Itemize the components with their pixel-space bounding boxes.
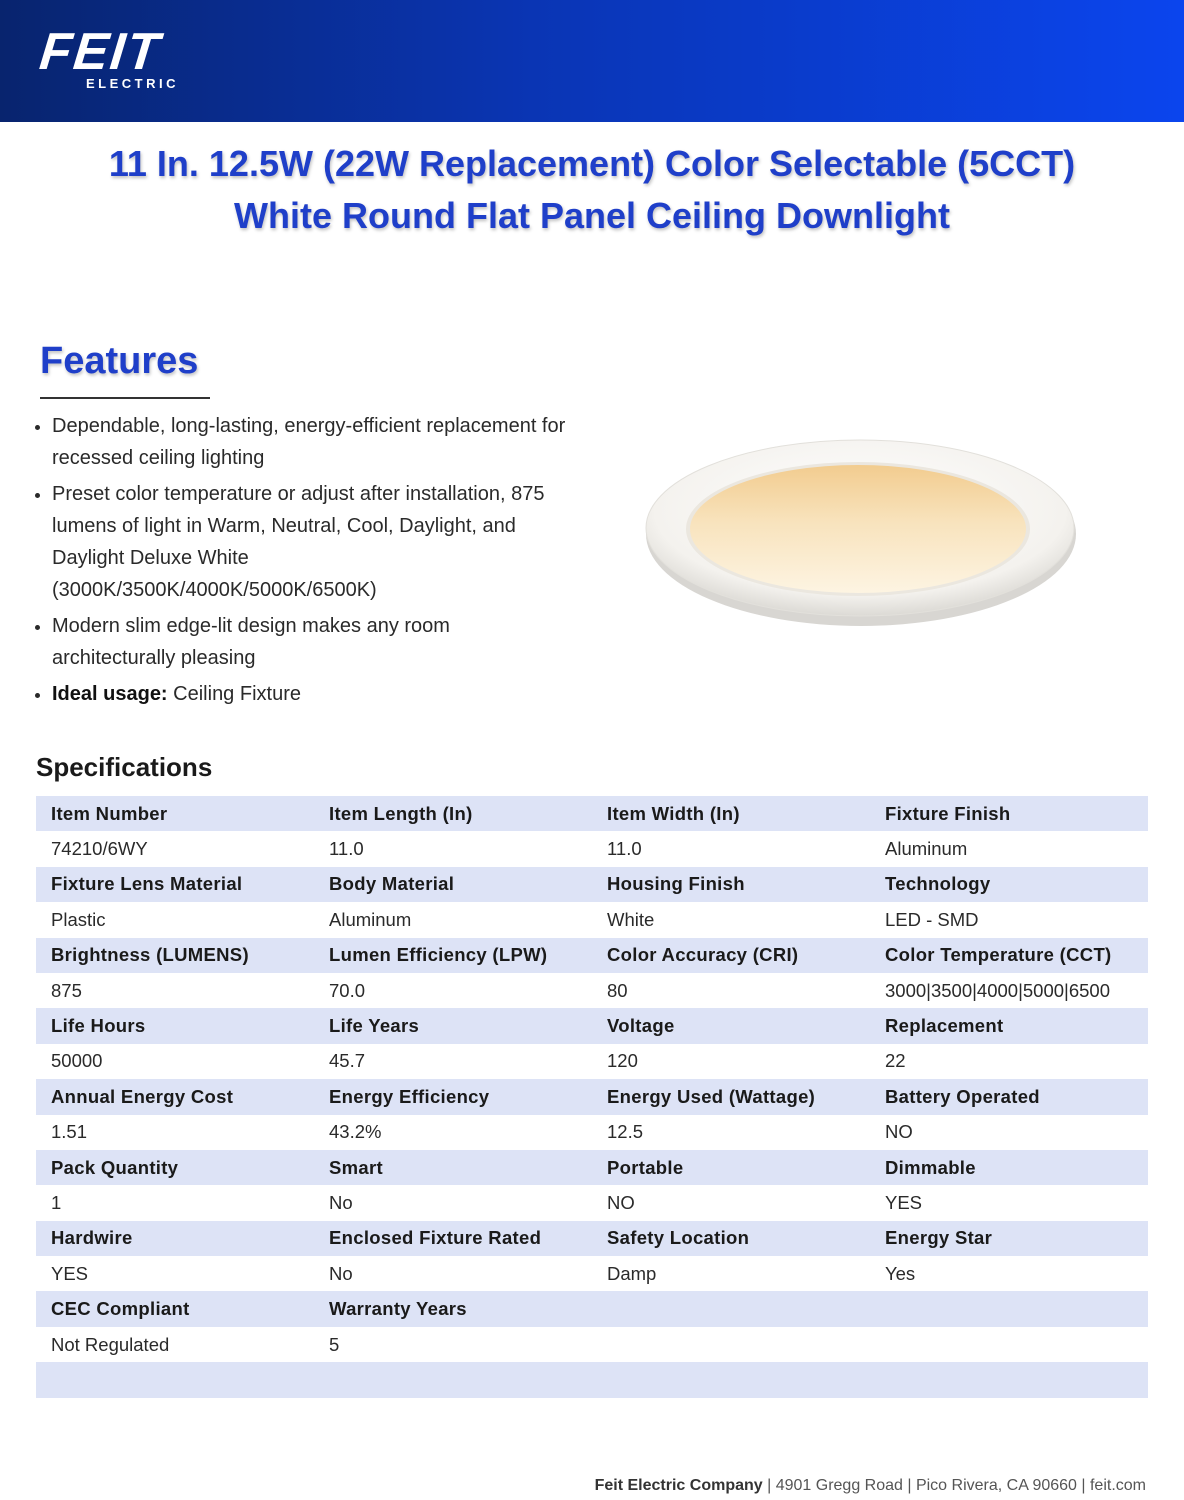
spec-label: Item Length (In) [314, 796, 592, 831]
spec-value: NO [592, 1185, 870, 1220]
spec-value: 12.5 [592, 1115, 870, 1150]
round-flat-panel-downlight-image [636, 428, 1084, 634]
spec-value [592, 1327, 870, 1362]
features-underline [40, 397, 210, 399]
feature-text: Ceiling Fixture [167, 683, 301, 705]
spec-label: Warranty Years [314, 1291, 592, 1326]
spec-value-row [36, 902, 1148, 937]
spec-value: NO [870, 1115, 1148, 1150]
footer-address: | 4901 Gregg Road | Pico Rivera, CA 90660 | [762, 1477, 1090, 1494]
spec-label-row [36, 796, 1148, 831]
spec-value-row [36, 831, 1148, 866]
spec-value: 50000 [36, 1044, 314, 1079]
spec-label: Life Years [314, 1008, 592, 1043]
panel-lens [690, 465, 1026, 593]
spec-label: Annual Energy Cost [36, 1079, 314, 1114]
spec-label: Color Accuracy (CRI) [592, 938, 870, 973]
spec-label [592, 1291, 870, 1326]
spec-value: YES [36, 1256, 314, 1291]
feature-text: Dependable, long-lasting, energy-efficient replacement for recessed ceiling lighting [52, 415, 566, 469]
spec-label-row [36, 867, 1148, 902]
product-title-line1: 11 In. 12.5W (22W Replacement) Color Selectable (5CCT) [108, 143, 1076, 184]
spec-value-row [36, 1256, 1148, 1291]
spec-label: Fixture Finish [870, 796, 1148, 831]
footer-company: Feit Electric Company [594, 1477, 763, 1494]
spec-label: Item Width (In) [592, 796, 870, 831]
spec-value: 1 [36, 1185, 314, 1220]
spec-label: Dimmable [870, 1150, 1148, 1185]
spec-value: 43.2% [314, 1115, 592, 1150]
spec-value: LED - SMD [870, 902, 1148, 937]
features-list [30, 410, 572, 714]
spec-value-row [36, 1327, 1148, 1362]
spec-value: 875 [36, 973, 314, 1008]
spec-value: Plastic [36, 902, 314, 937]
spec-value: 11.0 [592, 831, 870, 866]
spec-value: 120 [592, 1044, 870, 1079]
spec-label [870, 1291, 1148, 1326]
item-number-link[interactable]: 74210/6WY [36, 831, 314, 866]
spec-label-row [36, 938, 1148, 973]
spec-value: 22 [870, 1044, 1148, 1079]
spec-value: Aluminum [314, 902, 592, 937]
spec-value [870, 1327, 1148, 1362]
spec-value: 70.0 [314, 973, 592, 1008]
spec-label: Fixture Lens Material [36, 867, 314, 902]
spec-label: Energy Star [870, 1221, 1148, 1256]
spec-value: 1.51 [36, 1115, 314, 1150]
spec-value: 80 [592, 973, 870, 1008]
spec-label-row [36, 1291, 1148, 1326]
specifications-table [36, 796, 1148, 1398]
spec-value-row [36, 1115, 1148, 1150]
spec-label: Portable [592, 1150, 870, 1185]
spec-value: 11.0 [314, 831, 592, 866]
spec-empty-cell [314, 1362, 592, 1397]
spec-label: Smart [314, 1150, 592, 1185]
spec-value: 5 [314, 1327, 592, 1362]
feit-electric-logo[interactable] [36, 23, 220, 92]
spec-label-row [36, 1150, 1148, 1185]
spec-label: Item Number [36, 796, 314, 831]
spec-value-row [36, 1044, 1148, 1079]
feature-text: Preset color temperature or adjust after installation, 875 lumens of light in Warm, Neutral, Cool, Daylight, and Daylight Deluxe White (3000K/3500K/4000K/5000K/6500K) [52, 483, 545, 601]
feature-item [52, 410, 572, 474]
spec-value: Not Regulated [36, 1327, 314, 1362]
spec-label-row [36, 1079, 1148, 1114]
spec-label: Pack Quantity [36, 1150, 314, 1185]
spec-value: Damp [592, 1256, 870, 1291]
header-banner [0, 0, 1184, 122]
spec-label: Safety Location [592, 1221, 870, 1256]
spec-value: No [314, 1256, 592, 1291]
spec-value: No [314, 1185, 592, 1220]
product-title-line2: White Round Flat Panel Ceiling Downlight [234, 195, 950, 236]
spec-empty-cell [36, 1362, 314, 1397]
spec-label: Battery Operated [870, 1079, 1148, 1114]
spec-label: Brightness (LUMENS) [36, 938, 314, 973]
spec-empty-cell [592, 1362, 870, 1397]
spec-empty-cell [870, 1362, 1148, 1397]
spec-value: White [592, 902, 870, 937]
logo-subtitle: ELECTRIC [86, 76, 179, 91]
spec-value-row [36, 973, 1148, 1008]
spec-label: Energy Efficiency [314, 1079, 592, 1114]
feature-text: Modern slim edge-lit design makes any room architecturally pleasing [52, 615, 450, 669]
feature-item [52, 610, 572, 674]
features-heading: Features [40, 340, 199, 382]
spec-label: CEC Compliant [36, 1291, 314, 1326]
specifications-heading: Specifications [36, 752, 213, 782]
spec-label: Energy Used (Wattage) [592, 1079, 870, 1114]
spec-value: 3000|3500|4000|5000|6500 [870, 973, 1148, 1008]
spec-label: Lumen Efficiency (LPW) [314, 938, 592, 973]
spec-value: Yes [870, 1256, 1148, 1291]
spec-label: Housing Finish [592, 867, 870, 902]
footer-website-link[interactable]: feit.com [1089, 1477, 1146, 1494]
spec-value: Aluminum [870, 831, 1148, 866]
spec-label-row [36, 1008, 1148, 1043]
spec-empty-row [36, 1362, 1148, 1397]
spec-label: Enclosed Fixture Rated [314, 1221, 592, 1256]
feature-item [52, 478, 572, 606]
logo-wordmark: FEIT [36, 23, 164, 81]
spec-label: Hardwire [36, 1221, 314, 1256]
spec-label: Body Material [314, 867, 592, 902]
spec-label: Color Temperature (CCT) [870, 938, 1148, 973]
spec-value: 45.7 [314, 1044, 592, 1079]
footer [595, 1477, 1146, 1495]
product-title [20, 138, 1164, 242]
spec-label: Replacement [870, 1008, 1148, 1043]
spec-value-row [36, 1185, 1148, 1220]
feature-item [52, 678, 572, 710]
feature-label: Ideal usage: [52, 683, 168, 705]
spec-label: Technology [870, 867, 1148, 902]
spec-label-row [36, 1221, 1148, 1256]
spec-label: Voltage [592, 1008, 870, 1043]
spec-label: Life Hours [36, 1008, 314, 1043]
spec-value: YES [870, 1185, 1148, 1220]
